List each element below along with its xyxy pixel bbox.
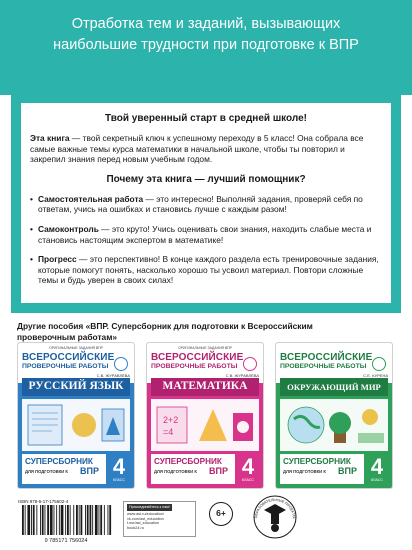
cover-prep: ДЛЯ ПОДГОТОВКИ К — [283, 469, 326, 474]
cover-illustration — [151, 399, 259, 451]
age-rating-badge: 6+ — [209, 502, 233, 526]
bullet-dot-icon: • — [30, 223, 33, 234]
barcode-bar — [108, 505, 109, 535]
bullet-dot-icon: • — [30, 254, 33, 265]
cover-vpr-subtitle: ПРОВЕРОЧНЫЕ РАБОТЫ — [151, 363, 238, 370]
bullet-text: — это круто! Учись оценивать свои знания, находить слабые места и становись настоящим экспертом в математике! — [38, 223, 372, 245]
barcode-bar — [47, 505, 49, 535]
barcode-bar — [27, 505, 30, 535]
cover-vpr: ВПР — [338, 466, 357, 476]
cover-illustration — [22, 399, 130, 451]
barcode-bar — [67, 505, 69, 535]
barcode-bar — [56, 505, 57, 535]
barcode-bar — [33, 505, 35, 535]
info-line[interactable]: www.ast.ru/education/ — [127, 511, 165, 516]
cover-prep: ДЛЯ ПОДГОТОВКИ К — [25, 469, 68, 474]
cover-vpr: ВПР — [80, 466, 99, 476]
cover-illustration-art — [22, 399, 130, 451]
barcode-bar — [99, 505, 100, 535]
cover-vpr: ВПР — [209, 466, 228, 476]
cover-vpr-title: ВСЕРОССИЙСКИЕ — [280, 352, 373, 363]
barcode-bar — [54, 505, 55, 535]
cover-author: С.Е. КУРЕНА — [363, 373, 388, 378]
intro-lead: Эта книга — [30, 133, 70, 143]
barcode-bar — [100, 505, 102, 535]
book-cover-world[interactable] — [276, 343, 392, 488]
info-line[interactable]: book24.ru — [127, 526, 144, 531]
cover-grade: 4 — [370, 454, 384, 479]
barcode-bar — [45, 505, 46, 535]
isbn-text: ISBN 978-5-17-175602-4 — [18, 499, 69, 504]
cover-series: ОРИГИНАЛЬНЫЕ ЗАДАНИЯ ВПР — [178, 346, 232, 350]
cover-subject: РУССКИЙ ЯЗЫК — [28, 380, 124, 392]
barcode-bar — [92, 505, 93, 535]
bullet-item — [30, 194, 382, 215]
description-panel-inner — [21, 103, 391, 303]
barcode-bar — [36, 505, 37, 535]
cover-klass: КЛАСС — [371, 478, 383, 482]
cover-stamp-icon — [114, 357, 128, 371]
page-headline: Отработка тем и заданий, вызывающих наибольшие трудности при подготовке к ВПР — [53, 16, 359, 53]
barcode-bar — [73, 505, 74, 535]
bullet-text: — это перспективно! В конце каждого раздела есть тренировочные задания, которые помогут понять, насколько хорошо ты усвоил материал. Повтори сложные темы и будь уверен в своих силах! — [38, 254, 379, 286]
barcode-bar — [81, 505, 83, 535]
svg-text:2+2: 2+2 — [163, 415, 179, 425]
barcode-bar — [59, 505, 60, 535]
cover-klass: КЛАСС — [113, 478, 125, 482]
bullet-item — [30, 224, 382, 245]
bullet-dot-icon: • — [30, 193, 33, 204]
cover-subject: ОКРУЖАЮЩИЙ МИР — [287, 382, 381, 392]
book-cover-math[interactable] — [147, 343, 263, 488]
cover-vpr-title: ВСЕРОССИЙСКИЕ — [151, 352, 244, 363]
cover-stamp-icon — [243, 357, 257, 371]
barcode-bar — [85, 505, 86, 535]
info-title: Присоединяйтесь к нам! — [129, 505, 170, 509]
intro-paragraph — [30, 133, 382, 165]
book-cover-russian[interactable] — [18, 343, 134, 488]
cover-prep: ДЛЯ ПОДГОТОВКИ К — [154, 469, 197, 474]
bullet-term: Прогресс — [38, 254, 77, 265]
barcode-bar — [40, 505, 41, 535]
cover-illustration — [280, 399, 388, 451]
barcode-number: 9 785171 756024 — [44, 538, 88, 543]
barcode-bar — [95, 505, 98, 535]
info-line[interactable]: vk.com/ast_education — [127, 516, 164, 521]
cover-illustration-art — [280, 399, 388, 451]
barcode-bar — [65, 505, 66, 535]
barcode-bar — [70, 505, 71, 535]
barcode-bar — [50, 505, 53, 535]
cover-vpr-title: ВСЕРОССИЙСКИЕ — [22, 352, 115, 363]
panel-heading-why: Почему эта книга — лучший помощник? — [106, 173, 306, 185]
cover-super: СУПЕРСБОРНИК — [283, 457, 351, 466]
bullet-term: Самоконтроль — [38, 223, 99, 234]
header-band — [0, 0, 412, 95]
barcode-bar — [22, 505, 24, 535]
cover-series: ОРИГИНАЛЬНЫЕ ЗАДАНИЯ ВПР — [49, 346, 103, 350]
social-info-box — [123, 501, 196, 537]
cover-stamp-icon — [372, 357, 386, 371]
cover-author: С.В. ЖУРАВЛЁВА — [96, 373, 130, 378]
description-panel — [11, 93, 401, 313]
svg-text:=4: =4 — [163, 427, 174, 437]
cover-super: СУПЕРСБОРНИК — [25, 457, 93, 466]
barcode — [18, 505, 114, 543]
cover-grade: 4 — [112, 454, 126, 479]
bullet-term: Самостоятельная работа — [38, 193, 144, 204]
info-line[interactable]: t.me/ast_education — [127, 521, 160, 526]
barcode-bar — [79, 505, 80, 535]
intro-text: — твой секретный ключ к успешному переходу в 5 класс! Она собрала все самые важные темы курса математики в начальной школе, чтобы ты повторил и закрепил знания перед новым учебным годом. — [30, 133, 364, 165]
cover-subject: МАТЕМАТИКА — [162, 380, 248, 392]
barcode-bar — [31, 505, 32, 535]
logo-text: ОБРАЗОВАТЕЛЬНЫЕ ПРОЕКТЫ — [253, 497, 297, 519]
barcode-bar — [76, 505, 78, 535]
other-books-caption: Другие пособия «ВПР. Суперсборник для подготовки к Всероссийским проверочным работам» — [17, 321, 313, 342]
cover-vpr-subtitle: ПРОВЕРОЧНЫЕ РАБОТЫ — [22, 363, 109, 370]
publisher-logo-icon — [250, 492, 300, 546]
barcode-bar — [61, 505, 64, 535]
cover-grade: 4 — [241, 454, 255, 479]
cover-vpr-subtitle: ПРОВЕРОЧНЫЕ РАБОТЫ — [280, 363, 367, 370]
barcode-bar — [25, 505, 26, 535]
cover-super: СУПЕРСБОРНИК — [154, 457, 222, 466]
barcode-bar — [87, 505, 89, 535]
panel-heading-start: Твой уверенный старт в средней школе! — [104, 113, 308, 124]
cover-author: С.В. ЖУРАВЛЁВА — [225, 373, 259, 378]
barcode-bar — [42, 505, 44, 535]
cover-illustration-art — [151, 399, 259, 451]
barcode-bar — [109, 505, 111, 535]
bullet-item — [30, 254, 382, 286]
cover-klass: КЛАСС — [242, 478, 254, 482]
barcode-bar — [104, 505, 105, 535]
barcode-bar — [90, 505, 92, 535]
bullet-text: — это интересно! Выполняй задания, проверяй себя по ответам, учись на ошибках и становись лучше с каждым разом! — [38, 193, 363, 215]
